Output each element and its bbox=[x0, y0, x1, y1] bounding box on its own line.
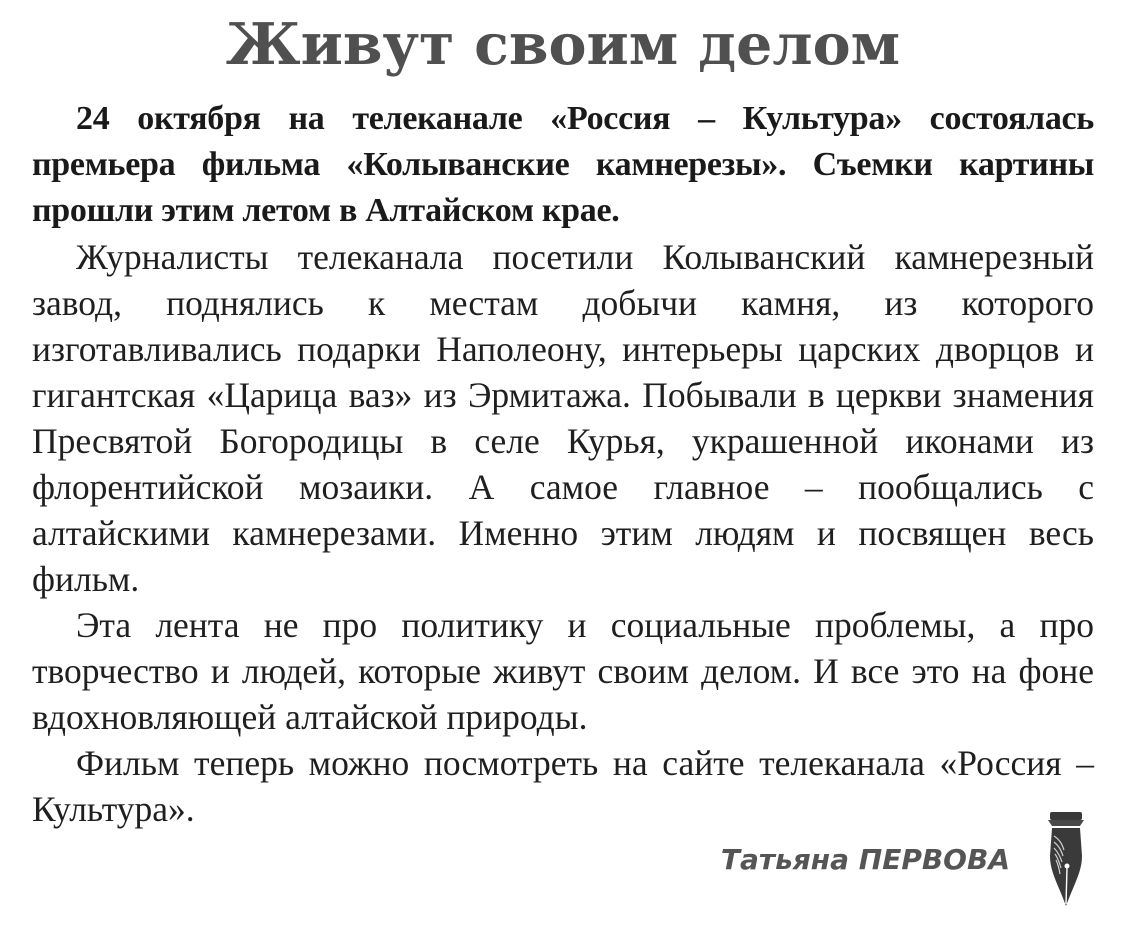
article-title: Живут своим делом bbox=[225, 11, 901, 78]
article-paragraph-1: Журналисты телеканала посетили Колыванский камнерезный завод, поднялись к местам добычи камня, из которого изготавливались подарки Наполеону, интерьеры царских дворцов и гигантская «Царица ваз» из Эрмитажа. Побывали в церкви знамения Пресвятой Богородицы в селе Курья, украшенной иконами из флорентийской мозаики. А самое главное – пообщались с алтайскими камнерезами. Именно этим людям и посвящен весь фильм. bbox=[32, 237, 1094, 599]
article-paragraph-3: Фильм теперь можно посмотреть на сайте телеканала «Россия – Культура». bbox=[32, 743, 1094, 829]
article-paragraph-2: Эта лента не про политику и социальные проблемы, а про творчество и людей, которые живут своим делом. И все это на фоне вдохновляющей алтайской природы. bbox=[32, 605, 1094, 737]
fountain-pen-icon bbox=[1040, 810, 1092, 910]
article-lead: 24 октября на телеканале «Россия – Культура» состоялась премьера фильма «Колыванские камнерезы». Съемки картины прошли этим летом в Алтайском крае. bbox=[32, 100, 1094, 229]
article bbox=[32, 0, 1094, 832]
author-byline: Татьяна ПЕРВОВА bbox=[720, 843, 1010, 876]
